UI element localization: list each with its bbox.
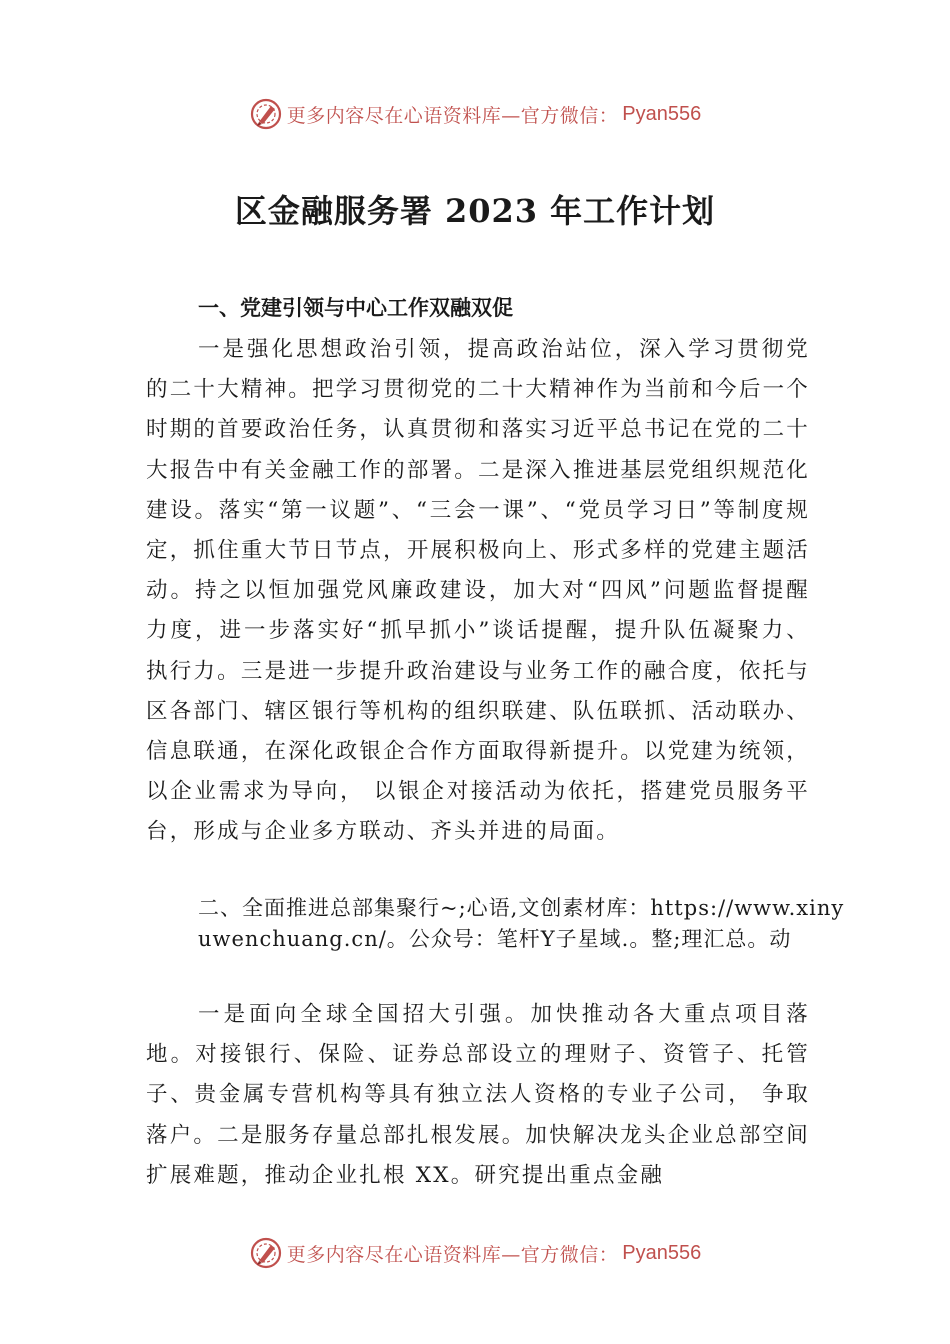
page-title: 区金融服务署 2023 年工作计划 xyxy=(234,192,716,230)
watermark-handle: Pyan556 xyxy=(622,102,702,125)
section-heading-1: 一、党建引领与中心工作双融双促 xyxy=(198,296,513,320)
header-watermark xyxy=(0,96,950,132)
pen-nib-seal-icon xyxy=(249,97,283,131)
footer-watermark xyxy=(0,1235,950,1271)
watermark-text: 更多内容尽在心语资料库—官方微信： xyxy=(286,104,619,127)
watermark-handle: Pyan556 xyxy=(622,1241,702,1264)
pen-nib-seal-icon xyxy=(249,1236,283,1270)
body-paragraph-1: 一是强化思想政治引领，提高政治站位，深入学习贯彻党的二十大精神。把学习贯彻党的二十大精神作为当前和今后一个时期的首要政治任务，认真贯彻和落实习近平总书记在党的二十大报告中有关金融工作的部署。二是深入推进基层党组织规范化建设。落实“第一议题”、“三会一课”、“党员学习日”等制度规定，抓住重大节日节点，开展积极向上、形式多样的党建主题活动。持之以恒加强党风廉政建设，加大对“四风”问题监督提醒力度，进一步落实好“抓早抓小”谈话提醒，提升队伍凝聚力、执行力。三是进一步提升政治建设与业务工作的融合度，依托与区各部门、辖区银行等机构的组织联建、队伍联抓、活动联办、信息联通，在深化政银企合作方面取得新提升。以党建为统领，以企业需求为导向， 以银企对接活动为依托，搭建党员服务平台，形成与企业多方联动、齐头并进的局面。 xyxy=(146,337,810,845)
body-paragraph-2: 一是面向全球全国招大引强。加快推动各大重点项目落地。对接银行、保险、证券总部设立的理财子、资管子、托管子、贵金属专营机构等具有独立法人资格的专业子公司， 争取落户。二是服务存量总部扎根发展。加快解决龙头企业总部空间扩展难题，推动企业扎根 XX。研究提出重点金融 xyxy=(146,1002,810,1188)
watermark-text: 更多内容尽在心语资料库—官方微信： xyxy=(286,1243,619,1266)
section-heading-2: 二、全面推进总部集聚行~;心语,文创素材库：https://www.xinyuwenchuang.cn/。公众号：笔杆Y子星域.。整;理汇总。动 xyxy=(198,896,845,951)
